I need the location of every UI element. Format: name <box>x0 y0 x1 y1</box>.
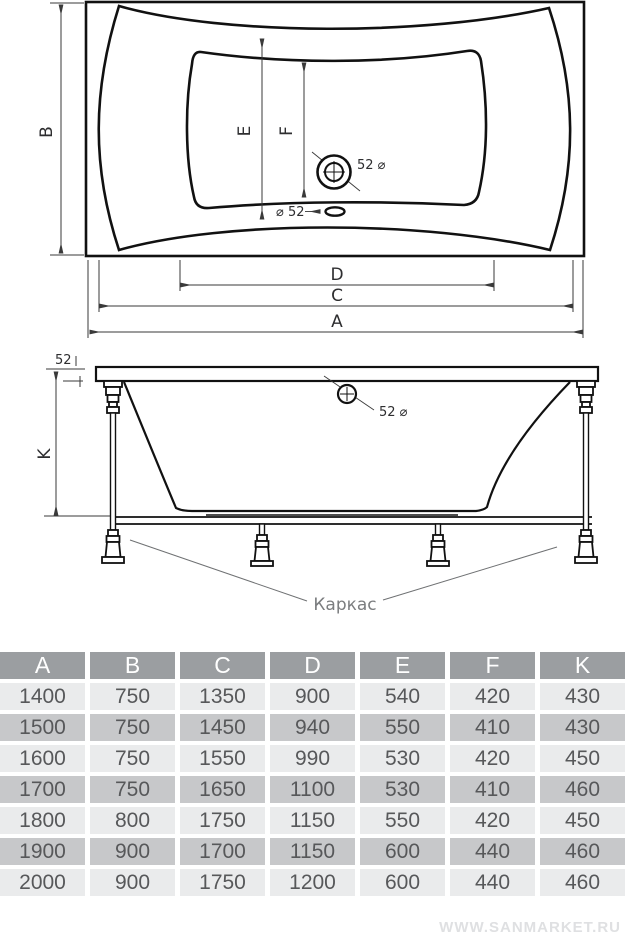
table-cell: 750 <box>90 745 175 772</box>
table-row <box>0 869 625 896</box>
table-cell: 1600 <box>0 745 85 772</box>
table-cell: 1500 <box>0 714 85 741</box>
table-cell: 750 <box>90 683 175 710</box>
table-cell: 450 <box>540 745 625 772</box>
table-cell: 900 <box>270 683 355 710</box>
frame-leader-right <box>383 547 557 600</box>
dim-label-a: A <box>331 312 343 332</box>
table-cell: 990 <box>270 745 355 772</box>
table-header-cell-e: E <box>360 652 445 679</box>
leg-middle-right <box>427 524 449 566</box>
table-cell: 530 <box>360 776 445 803</box>
table-cell: 1650 <box>180 776 265 803</box>
table-cell: 600 <box>360 869 445 896</box>
tub-rim-bar <box>96 367 598 381</box>
dimensions-table <box>0 652 625 896</box>
table-cell: 1200 <box>270 869 355 896</box>
front-drain-diameter-label: 52 ⌀ <box>379 405 408 420</box>
table-cell: 540 <box>360 683 445 710</box>
table-cell: 1800 <box>0 807 85 834</box>
table-row <box>0 683 625 710</box>
table-cell: 550 <box>360 807 445 834</box>
dim-label-f: F <box>277 126 297 136</box>
table-cell: 430 <box>540 683 625 710</box>
table-cell: 550 <box>360 714 445 741</box>
table-cell: 1700 <box>180 838 265 865</box>
table-header-cell-b: B <box>90 652 175 679</box>
table-header-cell-k: K <box>540 652 625 679</box>
table-row <box>0 776 625 803</box>
table-cell: 600 <box>360 838 445 865</box>
leg-left <box>102 381 124 563</box>
rim-dim-label: 52 <box>55 353 72 368</box>
table-cell: 440 <box>450 838 535 865</box>
table-cell: 1150 <box>270 838 355 865</box>
table-cell: 750 <box>90 776 175 803</box>
table-cell: 940 <box>270 714 355 741</box>
table-cell: 900 <box>90 838 175 865</box>
table-cell: 420 <box>450 683 535 710</box>
dim-label-e: E <box>235 125 255 137</box>
table-cell: 1750 <box>180 807 265 834</box>
table-cell: 420 <box>450 745 535 772</box>
dim-label-b: B <box>37 126 57 138</box>
dim-label-k: K <box>35 448 55 460</box>
table-cell: 1350 <box>180 683 265 710</box>
table-cell: 1450 <box>180 714 265 741</box>
top-view-drawing <box>37 2 584 338</box>
table-header-cell-c: C <box>180 652 265 679</box>
front-view-drawing <box>35 353 598 615</box>
table-cell: 1400 <box>0 683 85 710</box>
table-cell: 1150 <box>270 807 355 834</box>
table-cell: 530 <box>360 745 445 772</box>
table-header-cell-f: F <box>450 652 535 679</box>
leg-middle-left <box>251 524 273 566</box>
table-cell: 800 <box>90 807 175 834</box>
table-header-cell-d: D <box>270 652 355 679</box>
table-row <box>0 838 625 865</box>
table-cell: 450 <box>540 807 625 834</box>
table-header-row <box>0 652 625 679</box>
table-cell: 410 <box>450 776 535 803</box>
table-cell: 900 <box>90 869 175 896</box>
overflow-diameter-label: ⌀ 52 <box>276 205 305 220</box>
table-cell: 460 <box>540 869 625 896</box>
leg-right <box>575 381 597 563</box>
table-row <box>0 714 625 741</box>
dim-label-c: C <box>331 286 343 306</box>
table-cell: 410 <box>450 714 535 741</box>
table-cell: 1900 <box>0 838 85 865</box>
table-cell: 420 <box>450 807 535 834</box>
table-cell: 2000 <box>0 869 85 896</box>
drain-diameter-label: 52 ⌀ <box>357 158 386 173</box>
table-cell: 1550 <box>180 745 265 772</box>
table-cell: 1700 <box>0 776 85 803</box>
site-watermark: WWW.SANMARKET.RU <box>439 919 621 936</box>
frame-label: Каркас <box>313 595 377 615</box>
table-header-cell-a: A <box>0 652 85 679</box>
table-cell: 440 <box>450 869 535 896</box>
table-cell: 460 <box>540 838 625 865</box>
table-cell: 460 <box>540 776 625 803</box>
dim-label-d: D <box>330 265 344 285</box>
frame-leader-left <box>130 540 307 601</box>
table-cell: 750 <box>90 714 175 741</box>
table-row <box>0 807 625 834</box>
overflow-ellipse <box>326 207 345 215</box>
table-row <box>0 745 625 772</box>
table-cell: 1750 <box>180 869 265 896</box>
table-cell: 430 <box>540 714 625 741</box>
table-cell: 1100 <box>270 776 355 803</box>
tub-deck-outline <box>86 2 584 256</box>
